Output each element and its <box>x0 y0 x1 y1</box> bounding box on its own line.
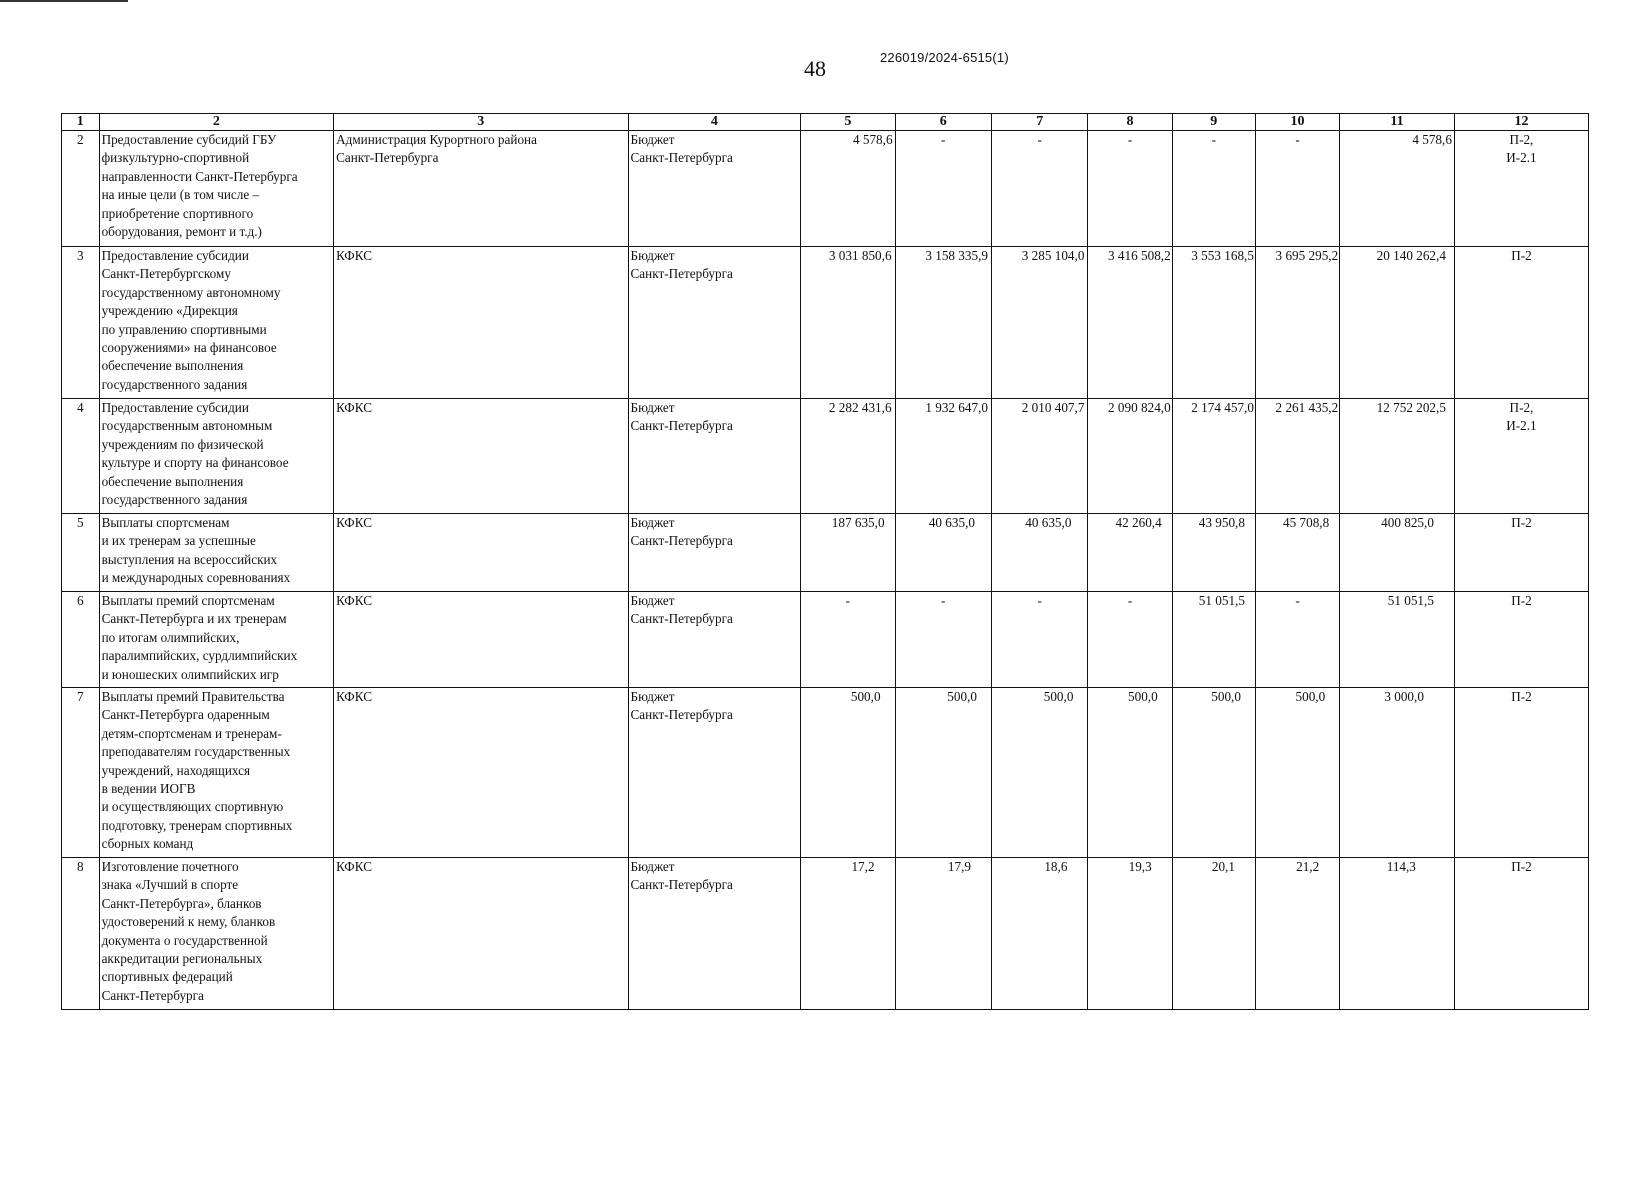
measure-name: Предоставление субсидии Санкт-Петербургскому государственному автономному учреждению «Дирекция по управлению спортивными сооружениями» на финансовое обеспечение выполнения государственного задания <box>99 247 334 399</box>
executor: КФКС <box>334 247 628 399</box>
measure-name: Выплаты премий спортсменам Санкт-Петербурга и их тренерам по итогам олимпийских, паралимпийских, сурдлимпийских и юношеских олимпийских игр <box>99 592 334 688</box>
scan-edge-line <box>0 0 128 2</box>
executor: КФКС <box>334 858 628 1010</box>
table-row <box>62 858 1589 1010</box>
column-header: 12 <box>1454 114 1588 131</box>
column-header: 1 <box>62 114 100 131</box>
column-header: 10 <box>1255 114 1339 131</box>
row-number: 5 <box>62 514 100 592</box>
value-col-7: 500,0 <box>991 688 1087 858</box>
value-col-6: 40 635,0 <box>895 514 991 592</box>
value-col-8: - <box>1088 592 1172 688</box>
row-number: 8 <box>62 858 100 1010</box>
column-header: 6 <box>895 114 991 131</box>
value-col-6: 3 158 335,9 <box>895 247 991 399</box>
value-col-9: 2 174 457,0 <box>1172 399 1255 514</box>
table-row <box>62 514 1589 592</box>
funding-source: Бюджет Санкт-Петербурга <box>628 688 801 858</box>
table-row <box>62 688 1589 858</box>
row-number: 6 <box>62 592 100 688</box>
value-col-10: 2 261 435,2 <box>1255 399 1339 514</box>
value-col-9: 51 051,5 <box>1172 592 1255 688</box>
value-col-10: - <box>1255 592 1339 688</box>
indicator-code: П-2 <box>1454 592 1588 688</box>
column-header: 9 <box>1172 114 1255 131</box>
indicator-code: П-2, И-2.1 <box>1454 131 1588 247</box>
value-col-8: - <box>1088 131 1172 247</box>
column-header: 4 <box>628 114 801 131</box>
table-row <box>62 399 1589 514</box>
budget-table <box>61 113 1589 1010</box>
value-col-10: 21,2 <box>1255 858 1339 1010</box>
funding-source: Бюджет Санкт-Петербурга <box>628 247 801 399</box>
column-header: 11 <box>1340 114 1455 131</box>
page-number: 48 <box>804 56 826 81</box>
value-col-8: 42 260,4 <box>1088 514 1172 592</box>
document-code: 226019/2024-6515(1) <box>880 50 1009 65</box>
value-col-5: - <box>801 592 895 688</box>
value-col-9: 500,0 <box>1172 688 1255 858</box>
value-col-6: - <box>895 131 991 247</box>
value-col-5: 2 282 431,6 <box>801 399 895 514</box>
executor: КФКС <box>334 514 628 592</box>
column-header: 5 <box>801 114 895 131</box>
value-col-8: 3 416 508,2 <box>1088 247 1172 399</box>
funding-source: Бюджет Санкт-Петербурга <box>628 592 801 688</box>
total-value: 400 825,0 <box>1340 514 1455 592</box>
total-value: 12 752 202,5 <box>1340 399 1455 514</box>
value-col-7: - <box>991 592 1087 688</box>
value-col-7: 18,6 <box>991 858 1087 1010</box>
value-col-9: 20,1 <box>1172 858 1255 1010</box>
column-header: 3 <box>334 114 628 131</box>
value-col-9: - <box>1172 131 1255 247</box>
column-number-row <box>62 114 1589 131</box>
value-col-8: 2 090 824,0 <box>1088 399 1172 514</box>
measure-name: Выплаты премий Правительства Санкт-Петербурга одаренным детям-спортсменам и тренерам- преподавателям государственных учреждений, находящихся в ведении ИОГВ и осуществляющих спортивную подготовку, тренерам спортивных сборных команд <box>99 688 334 858</box>
column-header: 7 <box>991 114 1087 131</box>
measure-name: Изготовление почетного знака «Лучший в спорте Санкт-Петербурга», бланков удостоверений к нему, бланков документа о государственной аккредитации региональных спортивных федераций Санкт-Петербурга <box>99 858 334 1010</box>
table-row <box>62 247 1589 399</box>
indicator-code: П-2 <box>1454 688 1588 858</box>
executor: КФКС <box>334 399 628 514</box>
value-col-5: 3 031 850,6 <box>801 247 895 399</box>
value-col-7: 2 010 407,7 <box>991 399 1087 514</box>
funding-source: Бюджет Санкт-Петербурга <box>628 399 801 514</box>
value-col-9: 3 553 168,5 <box>1172 247 1255 399</box>
value-col-5: 17,2 <box>801 858 895 1010</box>
value-col-8: 19,3 <box>1088 858 1172 1010</box>
row-number: 4 <box>62 399 100 514</box>
total-value: 114,3 <box>1340 858 1455 1010</box>
value-col-5: 4 578,6 <box>801 131 895 247</box>
value-col-7: - <box>991 131 1087 247</box>
value-col-6: 1 932 647,0 <box>895 399 991 514</box>
column-header: 2 <box>99 114 334 131</box>
value-col-8: 500,0 <box>1088 688 1172 858</box>
value-col-7: 3 285 104,0 <box>991 247 1087 399</box>
value-col-9: 43 950,8 <box>1172 514 1255 592</box>
value-col-6: - <box>895 592 991 688</box>
value-col-7: 40 635,0 <box>991 514 1087 592</box>
value-col-5: 187 635,0 <box>801 514 895 592</box>
indicator-code: П-2 <box>1454 247 1588 399</box>
funding-source: Бюджет Санкт-Петербурга <box>628 858 801 1010</box>
table-row <box>62 131 1589 247</box>
value-col-10: 45 708,8 <box>1255 514 1339 592</box>
indicator-code: П-2, И-2.1 <box>1454 399 1588 514</box>
row-number: 7 <box>62 688 100 858</box>
executor: КФКС <box>334 592 628 688</box>
value-col-10: 3 695 295,2 <box>1255 247 1339 399</box>
row-number: 2 <box>62 131 100 247</box>
value-col-6: 17,9 <box>895 858 991 1010</box>
measure-name: Выплаты спортсменам и их тренерам за успешные выступления на всероссийских и международных соревнованиях <box>99 514 334 592</box>
total-value: 4 578,6 <box>1340 131 1455 247</box>
indicator-code: П-2 <box>1454 514 1588 592</box>
value-col-5: 500,0 <box>801 688 895 858</box>
table-row <box>62 592 1589 688</box>
value-col-10: 500,0 <box>1255 688 1339 858</box>
row-number: 3 <box>62 247 100 399</box>
total-value: 20 140 262,4 <box>1340 247 1455 399</box>
executor: КФКС <box>334 688 628 858</box>
measure-name: Предоставление субсидий ГБУ физкультурно-спортивной направленности Санкт-Петербурга на иные цели (в том числе – приобретение спортивного оборудования, ремонт и т.д.) <box>99 131 334 247</box>
funding-source: Бюджет Санкт-Петербурга <box>628 514 801 592</box>
total-value: 51 051,5 <box>1340 592 1455 688</box>
column-header: 8 <box>1088 114 1172 131</box>
measure-name: Предоставление субсидии государственным автономным учреждениям по физической культуре и спорту на финансовое обеспечение выполнения государственного задания <box>99 399 334 514</box>
value-col-6: 500,0 <box>895 688 991 858</box>
value-col-10: - <box>1255 131 1339 247</box>
total-value: 3 000,0 <box>1340 688 1455 858</box>
executor: Администрация Курортного района Санкт-Петербурга <box>334 131 628 247</box>
indicator-code: П-2 <box>1454 858 1588 1010</box>
funding-source: Бюджет Санкт-Петербурга <box>628 131 801 247</box>
